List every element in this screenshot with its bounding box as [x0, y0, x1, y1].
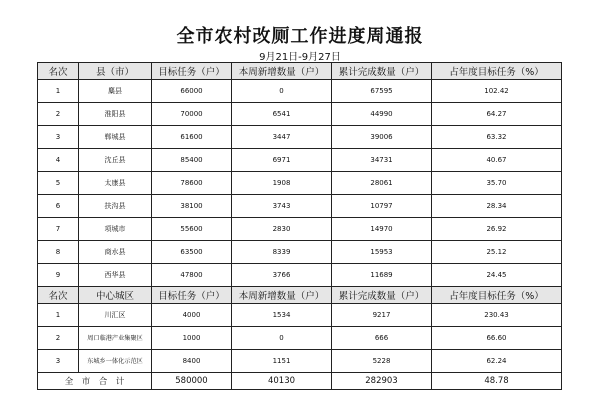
cell-rank: 5	[38, 172, 79, 195]
total-target: 580000	[152, 373, 232, 390]
cell-total: 14970	[332, 218, 432, 241]
cell-rank: 9	[38, 264, 79, 287]
table-row	[38, 241, 562, 264]
cell-total: 666	[332, 327, 432, 350]
cell-pct: 102.42	[432, 80, 562, 103]
report-title: 全市农村改厕工作进度周通报	[176, 26, 424, 47]
total-pct: 48.78	[432, 373, 562, 390]
cell-target: 66000	[152, 80, 232, 103]
cell-target: 70000	[152, 103, 232, 126]
cell-weekly: 3766	[232, 264, 332, 287]
cell-weekly: 0	[232, 327, 332, 350]
cell-weekly: 2830	[232, 218, 332, 241]
cell-total: 39006	[332, 126, 432, 149]
cell-weekly: 3447	[232, 126, 332, 149]
cell-pct: 26.92	[432, 218, 562, 241]
cell-name: 沈丘县	[79, 149, 152, 172]
cell-target: 61600	[152, 126, 232, 149]
header-total: 累计完成数量（户）	[332, 63, 432, 80]
table-row	[38, 126, 562, 149]
header-weekly: 本周新增数量（户）	[232, 63, 332, 80]
header-pct: 占年度目标任务（%）	[432, 63, 562, 80]
table-row	[38, 264, 562, 287]
cell-pct: 62.24	[432, 350, 562, 373]
table-row	[38, 218, 562, 241]
cell-target: 78600	[152, 172, 232, 195]
cell-target: 63500	[152, 241, 232, 264]
cell-weekly: 0	[232, 80, 332, 103]
header-county: 县（市）	[79, 63, 152, 80]
cell-total: 9217	[332, 304, 432, 327]
header2-cell: 名次	[38, 287, 79, 304]
cell-rank: 2	[38, 327, 79, 350]
cell-weekly: 1908	[232, 172, 332, 195]
cell-pct: 64.27	[432, 103, 562, 126]
cell-pct: 35.70	[432, 172, 562, 195]
cell-target: 8400	[152, 350, 232, 373]
cell-rank: 1	[38, 80, 79, 103]
table-row	[38, 327, 562, 350]
cell-weekly: 8339	[232, 241, 332, 264]
total-total: 282903	[332, 373, 432, 390]
cell-total: 15953	[332, 241, 432, 264]
header-target: 目标任务（户）	[152, 63, 232, 80]
cell-rank: 6	[38, 195, 79, 218]
cell-pct: 63.32	[432, 126, 562, 149]
cell-rank: 2	[38, 103, 79, 126]
cell-total: 34731	[332, 149, 432, 172]
cell-weekly: 1151	[232, 350, 332, 373]
cell-pct: 40.67	[432, 149, 562, 172]
cell-rank: 3	[38, 126, 79, 149]
county-header-row	[38, 63, 562, 80]
cell-rank: 8	[38, 241, 79, 264]
cell-total: 67595	[332, 80, 432, 103]
total-label: 全 市 合 计	[38, 373, 152, 390]
header2-cell: 累计完成数量（户）	[332, 287, 432, 304]
cell-rank: 1	[38, 304, 79, 327]
header2-cell: 目标任务（户）	[152, 287, 232, 304]
cell-name: 麋县	[79, 80, 152, 103]
progress-table	[37, 62, 562, 390]
cell-name: 太康县	[79, 172, 152, 195]
cell-name: 扶沟县	[79, 195, 152, 218]
header2-cell: 占年度目标任务（%）	[432, 287, 562, 304]
report-date-range: 9月21日-9月27日	[259, 52, 341, 63]
cell-pct: 28.34	[432, 195, 562, 218]
cell-name: 东城乡一体化示范区	[79, 350, 152, 373]
table-row	[38, 350, 562, 373]
cell-target: 85400	[152, 149, 232, 172]
cell-name: 项城市	[79, 218, 152, 241]
cell-rank: 7	[38, 218, 79, 241]
cell-target: 38100	[152, 195, 232, 218]
cell-pct: 230.43	[432, 304, 562, 327]
cell-total: 10797	[332, 195, 432, 218]
header2-cell: 本周新增数量（户）	[232, 287, 332, 304]
cell-target: 55600	[152, 218, 232, 241]
table-row	[38, 80, 562, 103]
total-row	[38, 373, 562, 390]
cell-total: 5228	[332, 350, 432, 373]
cell-name: 郸城县	[79, 126, 152, 149]
cell-pct: 66.60	[432, 327, 562, 350]
table-row	[38, 172, 562, 195]
table-row	[38, 195, 562, 218]
table-row	[38, 103, 562, 126]
cell-target: 4000	[152, 304, 232, 327]
cell-pct: 25.12	[432, 241, 562, 264]
header2-cell: 中心城区	[79, 287, 152, 304]
cell-weekly: 1534	[232, 304, 332, 327]
cell-rank: 4	[38, 149, 79, 172]
cell-total: 11689	[332, 264, 432, 287]
table-row	[38, 149, 562, 172]
cell-weekly: 6971	[232, 149, 332, 172]
cell-name: 西华县	[79, 264, 152, 287]
cell-weekly: 3743	[232, 195, 332, 218]
cell-total: 28061	[332, 172, 432, 195]
cell-pct: 24.45	[432, 264, 562, 287]
total-weekly: 40130	[232, 373, 332, 390]
cell-target: 47800	[152, 264, 232, 287]
table-row	[38, 304, 562, 327]
cell-rank: 3	[38, 350, 79, 373]
cell-name: 淮阳县	[79, 103, 152, 126]
cell-name: 周口临港产业集聚区	[79, 327, 152, 350]
cell-target: 1000	[152, 327, 232, 350]
district-header-row	[38, 287, 562, 304]
header-rank: 名次	[38, 63, 79, 80]
cell-weekly: 6541	[232, 103, 332, 126]
cell-name: 川汇区	[79, 304, 152, 327]
cell-name: 商水县	[79, 241, 152, 264]
cell-total: 44990	[332, 103, 432, 126]
